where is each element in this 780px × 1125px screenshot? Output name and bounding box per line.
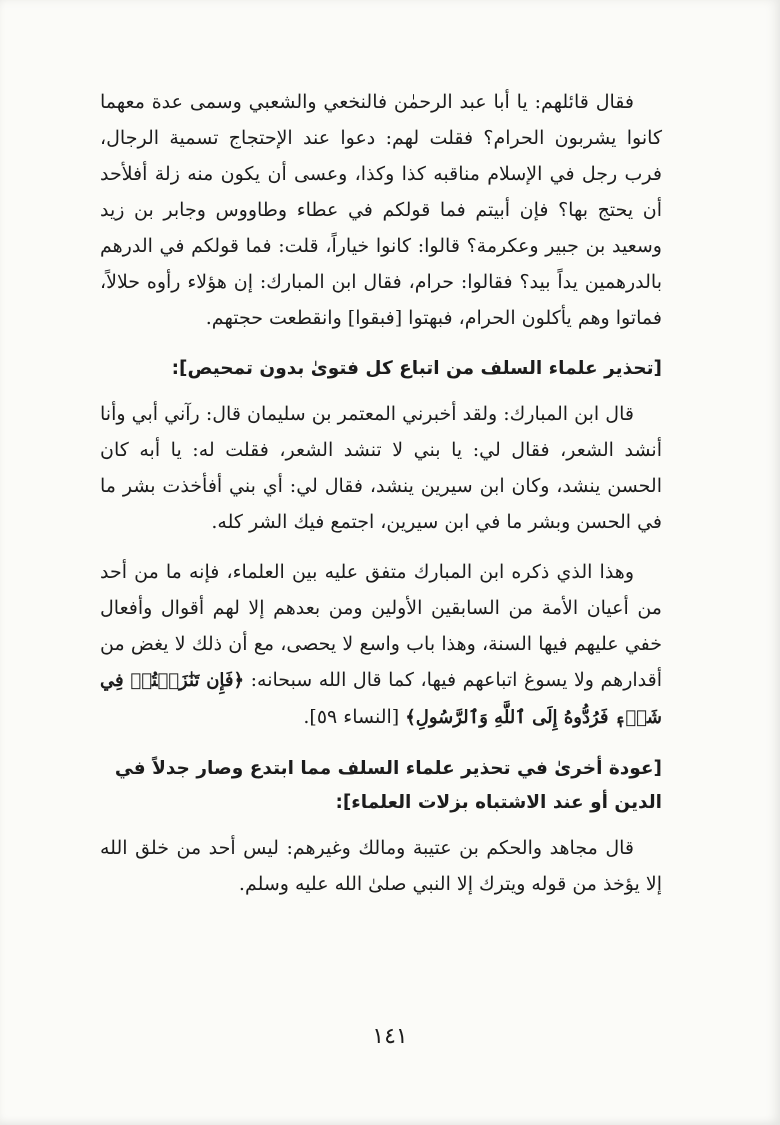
- quran-verse: ﴿فَإِن تَنَٰزَعۡتُمۡ فِي شَيۡءٖ فَرُدُّوهُ إِلَى ٱللَّهِ وَٱلرَّسُولِ﴾: [100, 670, 662, 728]
- paragraph-mutamir-poetry: قال ابن المبارك: ولقد أخبرني المعتمر بن سليمان قال: رآني أبي وأنا أنشد الشعر، فقال لي: يا بني لا تنشد الشعر، فقلت له: يا أبه كان الحسن ينشد، وكان ابن سيرين ينشد، فقال لي: أي بني أفأخذت بشر ما في الحسن وبشر ما في ابن سيرين، اجتمع فيك الشر كله.: [100, 403, 662, 533]
- paragraph-ibn-mubarak-debate: فقال قائلهم: يا أبا عبد الرحمٰن فالنخعي والشعبي وسمى عدة معهما كانوا يشربون الحرام؟ فقلت لهم: دعوا عند الإحتجاج تسمية الرجال، فرب رجل في الإسلام مناقبه كذا وكذا، وعسى أن يكون منه زلة أفلأحد أن يحتج بها؟ فإن أبيتم فما قولكم في عطاء وطاووس وجابر بن زيد وسعيد بن جبير وعكرمة؟ قالوا: كانوا خياراً، قلت: فما قولكم في الدرهم بالدرهمين يداً بيد؟ فقالوا: حرام، فقال ابن المبارك: إن هؤلاء رأوه حلالاً، فماتوا وهم يأكلون الحرام، فبهتوا [فبقوا] وانقطعت حجتهم.: [100, 91, 662, 329]
- section-heading-warning-fatwa: [تحذير علماء السلف من اتباع كل فتوىٰ بدون تمحيص]:: [171, 358, 662, 379]
- paragraph-text: وهذا الذي ذكره ابن المبارك متفق عليه بين العلماء، فإنه ما من أحد من أعيان الأمة من السابقين الأولين ومن بعدهم إلا لهم أقوال وأفعال خفي عليهم فيها السنة، وهذا باب واسع لا يحصى، مع أن ذلك لا يغض من أقدارهم ولا يسوغ اتباعهم فيها، كما قال الله سبحانه:: [100, 561, 662, 691]
- section-heading-return-warning: [عودة أخرىٰ في تحذير علماء السلف مما ابتدع وصار جدلاً في الدين أو عند الاشتباه بزلات العلماء]:: [114, 758, 662, 813]
- page-number: ١٤١: [372, 1024, 408, 1049]
- page-content: [100, 84, 662, 902]
- paragraph-mujahid-saying: قال مجاهد والحكم بن عتيبة ومالك وغيرهم: ليس أحد من خلق الله إلا يؤخذ من قوله ويترك إلا النبي صلىٰ الله عليه وسلم.: [100, 837, 662, 895]
- paragraph-scholars-consensus: [100, 554, 662, 736]
- verse-reference: [النساء ٥٩].: [303, 706, 406, 728]
